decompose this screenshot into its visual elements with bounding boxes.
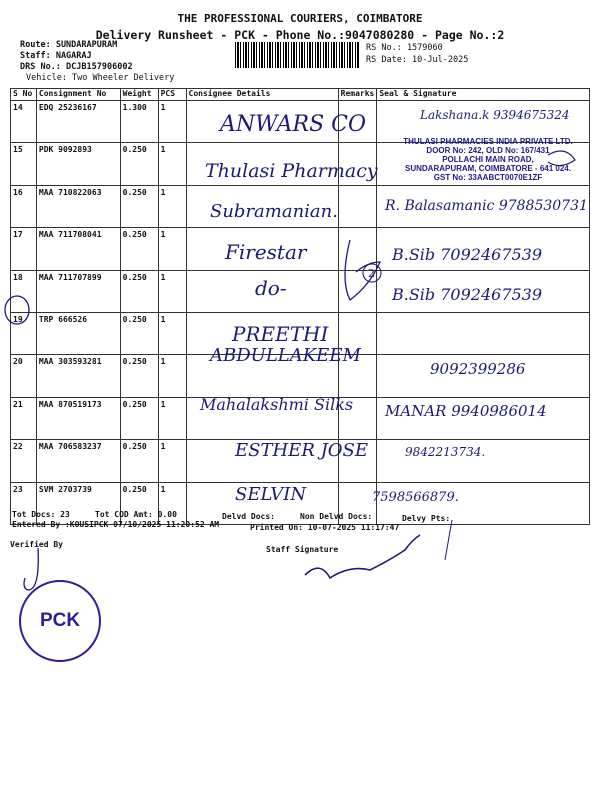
cell-sno: 23	[11, 482, 37, 524]
cell-weight: 0.250	[120, 482, 158, 524]
drs-number: DRS No.: DCJB157906002	[20, 62, 133, 72]
handwritten-signature: MANAR 9940986014	[385, 402, 547, 420]
cell-sno: 22	[11, 440, 37, 482]
cell-sno: 17	[11, 228, 37, 270]
stamp-line: SUNDARAPURAM, COIMBATORE - 641 024.	[405, 164, 571, 173]
verified-hook-mark	[24, 548, 38, 590]
handwritten-consignee: PREETHI	[232, 322, 329, 346]
cell-sno: 15	[11, 143, 37, 185]
handwritten-consignee: Mahalakshmi Silks	[200, 395, 354, 414]
handwritten-consignee: ANWARS CO	[220, 112, 367, 137]
col-header: Weight	[120, 89, 158, 101]
cell-pcs: 1	[158, 185, 186, 227]
total-docs: Tot Docs: 23	[12, 510, 70, 519]
cell-pcs: 1	[158, 101, 186, 143]
handwritten-consignee: ABDULLAKEEM	[210, 345, 361, 366]
cell-cno: TRP 666526	[36, 312, 120, 354]
handwritten-consignee: Thulasi Pharmacy	[205, 160, 378, 182]
cell-weight: 0.250	[120, 185, 158, 227]
stamp-signature-scribble	[548, 151, 575, 166]
cell-pcs: 1	[158, 440, 186, 482]
non-delivered-docs: Non Delvd Docs:	[300, 512, 373, 521]
cell-cno: SVM 2703739	[36, 482, 120, 524]
stamp-line: THULASI PHARMACIES INDIA PRIVATE LTD.	[403, 137, 573, 146]
cell-pcs: 1	[158, 482, 186, 524]
row-19-circle-mark	[5, 296, 29, 324]
pck-seal	[19, 580, 101, 662]
cell-pcs: 1	[158, 228, 186, 270]
circled-2-digit: 2	[368, 267, 375, 280]
cell-sno: 21	[11, 397, 37, 439]
runsheet-subtitle: Delivery Runsheet - PCK - Phone No.:9047080280 - Page No.:2	[95, 28, 505, 42]
stamp-line: GST No: 33AABCT0070E1ZF	[433, 173, 543, 182]
cell-sno: 16	[11, 185, 37, 227]
company-title: THE PROFESSIONAL COURIERS, COIMBATORE	[177, 12, 423, 25]
staff-signature-label: Staff Signature	[266, 545, 339, 554]
cell-cno: MAA 710822063	[36, 185, 120, 227]
handwritten-consignee: Firestar	[225, 240, 307, 264]
cell-cno: MAA 706583237	[36, 440, 120, 482]
col-header: Consignment No	[36, 89, 120, 101]
cell-cno: MAA 870519173	[36, 397, 120, 439]
stamp-line: POLLACHI MAIN ROAD,	[442, 155, 534, 164]
cell-cno: EDQ 25236167	[36, 101, 120, 143]
staff-label: Staff: NAGARAJ	[20, 51, 92, 61]
verified-by-label: Verified By	[10, 540, 63, 549]
col-header: Consignee Details	[186, 89, 338, 101]
cell-pcs: 1	[158, 143, 186, 185]
cell-weight: 1.300	[120, 101, 158, 143]
delivery-points: Delvy Pts:	[402, 514, 451, 523]
handwritten-signature: 7598566879.	[372, 490, 459, 505]
cell-pcs: 1	[158, 270, 186, 312]
handwritten-signature: Lakshana.k 9394675324	[420, 108, 570, 122]
col-header: Remarks	[338, 89, 377, 101]
entered-by: Entered By :KOUSIPCK 07/10/2025 11:20:52 AM	[12, 520, 220, 529]
handwritten-consignee: do-	[255, 276, 287, 300]
pck-seal-text: PCK	[39, 610, 81, 631]
pen-stroke	[445, 520, 452, 560]
staff-signature-scribble	[305, 535, 420, 578]
cell-weight: 0.250	[120, 355, 158, 397]
cell-sno: 20	[11, 355, 37, 397]
handwritten-signature: B.Sib 7092467539	[392, 245, 543, 264]
rs-number: RS No.: 1579060	[366, 43, 443, 53]
cell-weight: 0.250	[120, 312, 158, 354]
cell-pcs: 1	[158, 397, 186, 439]
rs-date: RS Date: 10-Jul-2025	[366, 55, 469, 65]
stamp-line: DOOR No: 242, OLD No: 167/431	[426, 146, 550, 155]
cell-cno: MAA 303593281	[36, 355, 120, 397]
col-header: S No	[11, 89, 37, 101]
col-header: Seal & Signature	[377, 89, 590, 101]
printed-on: Printed On: 10-07-2025 11:17:47	[250, 523, 400, 532]
cell-cno: MAA 711708041	[36, 228, 120, 270]
handwritten-signature: 9842213734.	[405, 445, 486, 459]
cell-cno: MAA 711707899	[36, 270, 120, 312]
handwritten-consignee: SELVIN	[235, 484, 307, 505]
cell-pcs: 1	[158, 312, 186, 354]
cell-weight: 0.250	[120, 440, 158, 482]
cell-weight: 0.250	[120, 270, 158, 312]
cell-sno: 14	[11, 101, 37, 143]
cell-weight: 0.250	[120, 143, 158, 185]
cell-weight: 0.250	[120, 228, 158, 270]
handwritten-consignee: Subramanian.	[210, 201, 338, 222]
handwritten-signature: 9092399286	[430, 360, 526, 378]
handwritten-signature: R. Balasamanic 9788530731	[385, 198, 588, 214]
route-label: Route: SUNDARAPURAM	[20, 40, 118, 50]
total-cod-amount: Tot COD Amt: 0.00	[95, 510, 177, 519]
vehicle-label: Vehicle: Two Wheeler Delivery	[26, 73, 175, 83]
handwritten-consignee: ESTHER JOSE	[235, 440, 369, 461]
col-header: PCS	[158, 89, 186, 101]
handwritten-signature: B.Sib 7092467539	[392, 285, 543, 304]
cell-cno: PDK 9092893	[36, 143, 120, 185]
cell-sno: 18	[11, 270, 37, 312]
delivered-docs: Delvd Docs:	[222, 512, 275, 521]
cell-weight: 0.250	[120, 397, 158, 439]
cell-pcs: 1	[158, 355, 186, 397]
cell-sno: 19	[11, 312, 37, 354]
